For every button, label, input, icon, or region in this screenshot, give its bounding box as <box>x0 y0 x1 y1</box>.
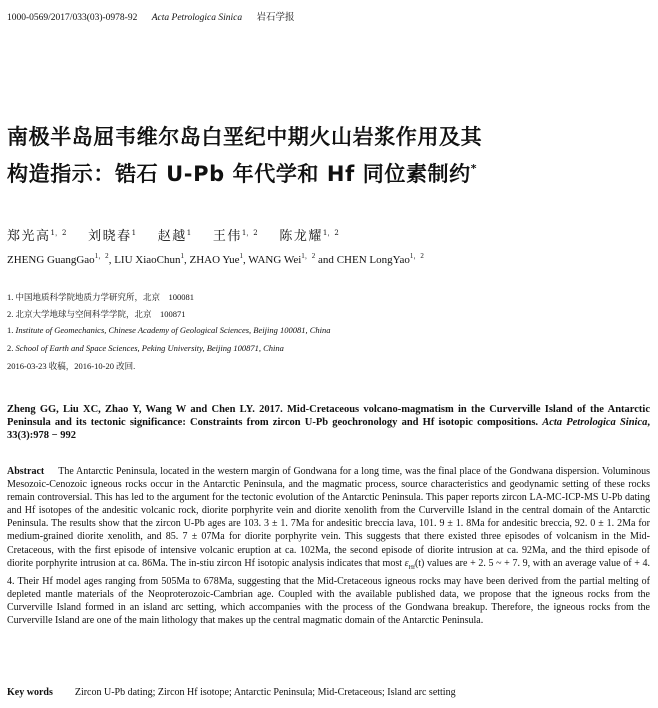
author-en: CHEN LongYao$^{1,2}$ <box>336 252 424 266</box>
title-line-1: 南极半岛屈韦维尔岛白垩纪中期火山岩浆作用及其 <box>7 125 483 149</box>
author-en: LIU XiaoChun$^1$, <box>114 252 190 266</box>
author-en: ZHENG GuangGao$^{1,2}$, <box>7 252 115 266</box>
author-en: ZHAO Yue$^1$, <box>189 252 249 266</box>
running-header <box>7 9 295 23</box>
author-zh: 陈龙耀$^{1,2}$ <box>279 229 339 244</box>
header-journal-zh: 岩石学报 <box>256 13 295 23</box>
citation: Zheng GG, Liu XC, Zhao Y, Wang W and Chen LY. 2017. Mid-Cretaceous volcano-magmatism in the Curverville Island of the Antarctic Peninsula and its tectonic significance: Constraints from zircon U-Pb geochronology and Hf isotopic compositions. Acta Petrologica Sinica, 33(3):978 − 992 <box>7 404 651 441</box>
author-zh: 郑光高$^{1,2}$ <box>7 229 67 244</box>
abstract-label: Abstract <box>7 466 45 477</box>
header-journal: Acta Petrologica Sinica <box>151 13 243 23</box>
author-zh: 赵越$^1$ <box>157 229 192 244</box>
title-footnote-mark: * <box>470 162 478 175</box>
citation-journal: Acta Petrologica Sinica <box>542 417 648 428</box>
affiliation-zh-1: 1. 中国地质科学院地质力学研究所，北京 100081 <box>7 292 195 302</box>
author-en: WANG Wei$^{1,2}$ and <box>248 252 337 266</box>
paper-title <box>7 122 647 190</box>
epsilon-symbol: ε <box>404 557 409 569</box>
keywords <box>7 687 456 698</box>
affiliation-en-2: 2. School of Earth and Space Sciences, Peking University, Beijing 100871, China <box>7 343 284 353</box>
author-zh: 王伟$^{1,2}$ <box>212 229 258 244</box>
keywords-text: Zircon U-Pb dating; Zircon Hf isotope; Antarctic Peninsula; Mid-Cretaceous; Island arc setting <box>74 687 456 698</box>
authors-english <box>7 251 424 266</box>
title-line-2: 构造指示：锆石 U-Pb 年代学和 Hf 同位素制约* <box>7 162 478 186</box>
header-code: 1000-0569/2017/033(03)-0978-92 <box>7 13 138 23</box>
authors-chinese <box>7 225 355 244</box>
affiliation-en-1: 1. Institute of Geomechanics, Chinese Academy of Geological Sciences, Beijing 100081, China <box>7 325 331 335</box>
author-zh: 刘晓春$^1$ <box>88 229 137 244</box>
affiliation-zh-2: 2. 北京大学地球与空间科学学院，北京 100871 <box>7 309 186 319</box>
received-dates: 2016-03-23 收稿，2016-10-20 改回. <box>7 361 136 371</box>
keywords-label: Key words <box>7 687 53 698</box>
abstract: Abstract The Antarctic Peninsula, located in the western margin of Gondwana for a long time, was the final place of the Gondwana dispersion. Voluminous Mesozoic-Cenozoic igneous rocks occur in the Antarctic Peninsula, and the magmatic process, source characteristics and geodynamic setting of these rocks remain controversial. This has led to the argument for the tectonic evolution of the Antarctic Peninsula. This paper reports zircon LA-MC-ICP-MS U-Pb dating and Hf isotopes of the andesitic volcanic rock, diorite porphyrite vein and diorite xenolith from the Curverville Island in the central domain of the Antarctic Peninsula. The results show that the zircon U-Pb ages are 103. 3 ± 1. 7Ma for andesitic breccia lava, 101. 9 ± 1. 8Ma for andesitic breccia, 92. 0 ± 1. 2Ma for medium-grained diorite xenolith, and 85. 7 ± 07Ma for diorite porphyrite vein. This suggests that there existed three episodes of volcanism in the Mid-Cretaceous, with the first episode of intensive volcanic eruption at ca. 102Ma, the second episode of diorite intrusion at ca. 92Ma, and the third episode of diorite porphyrite intrusion at ca. 86Ma. The in-stiu zircon Hf isotopic analysis indicates that most $\varepsilon_{Hf}(t)$ values are + 2. 5 ~ + 7. 9, with an average value of + 4. 4. Their Hf model ages ranging from 505Ma to 678Ma, suggesting that the Mid-Cretaceous igneous rocks may have been derived from the partial melting of depleted mantle materials of the Neoproterozoic-Cambrian age. Coupled with the available published data, we propose that the igneous rocks from the Curverville Island formed in an island arc setting, which accompanies with the process of the Gondwana breakup. Therefore, the igneous rocks from the Curverville Island are one of the main lithology that makes up the central magmatic domain of the Antarctic Peninsula. <box>7 466 650 627</box>
